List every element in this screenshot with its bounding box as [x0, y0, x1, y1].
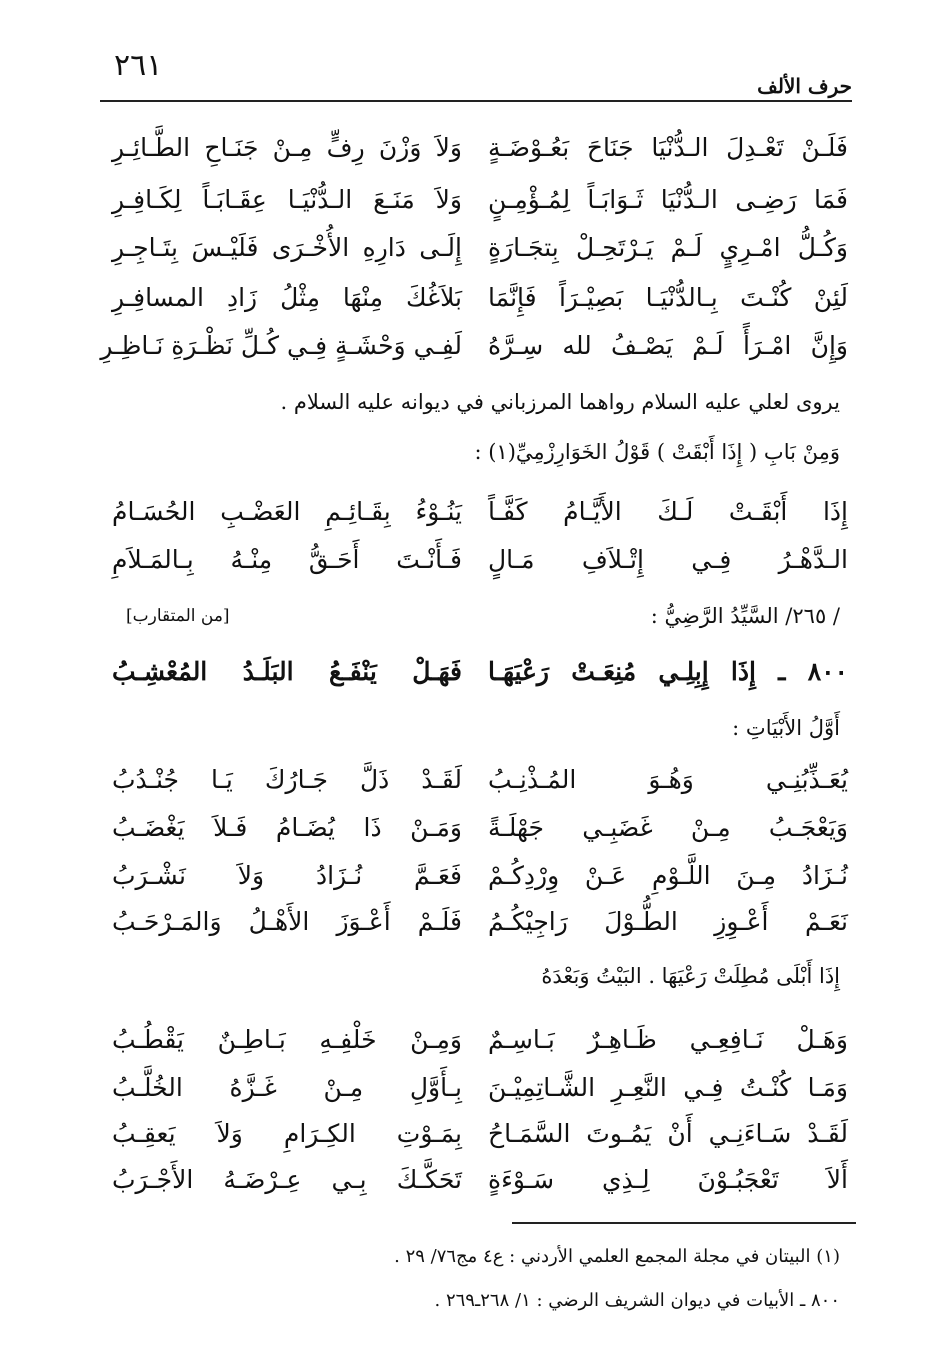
verse-second-hemistich: بِمَـوْتِ الكِـرَامِ وَلاَ يَعقِـبُ	[112, 1119, 462, 1148]
verse-first-hemistich: وَهَـلْ نَـافِعِـي ظَـاهِـرٌ بَـاسِـمٌ	[488, 1025, 848, 1054]
verse-second-hemistich: بِـأَوَّلِ مِـنْ غَـزَّهُ الخُلَّـبُ	[112, 1073, 462, 1102]
verse-first-hemistich: أَلاَ تَعْجَبُـوْنَ لِـذِي سَـوْءَةٍ	[488, 1165, 848, 1194]
verse-first-hemistich: إِذَا أَبْقَـتْ لَـكَ الأَيَّـامُ كَفَّـاً	[488, 497, 848, 526]
section-intro: أَوَّلُ الأَبْيَاتِ :	[732, 716, 840, 740]
verse-first-hemistich: يُعَـذِّبُنِـي وَهُـوَ المُـذْنِـبُ	[488, 765, 848, 794]
footnote-divider	[512, 1222, 856, 1224]
verse-couplet	[112, 854, 848, 898]
verse-couplet	[112, 1066, 848, 1110]
verse-second-hemistich: وَلاَ وَزْنَ رِفٍّ مِـنْ جَنَـاحِ الطَّـائِـرِ	[112, 133, 462, 162]
verse-couplet	[112, 1112, 848, 1156]
verse-couplet	[112, 538, 848, 582]
verse-first-hemistich: وَمَـا كُنْـتُ فِـي النَّعِـرِ الشَّـاتِمِيْـنَ	[488, 1073, 848, 1102]
header-divider	[100, 100, 852, 102]
verse-first-hemistich: ٨٠٠ ـ إِذَا إِبِلِـي مُنِعَـتْ رَعْيَهَـا	[488, 657, 848, 686]
verse-couplet	[112, 806, 848, 850]
verse-first-hemistich: وَإِنَّ امْـرَأً لَـمْ يَصْـفُ لله سِـرَّهُ	[488, 331, 848, 360]
verse-second-hemistich: فَـأَنْـتَ أَحَـقُّ مِنْـهُ بِـالمَـلاَمِ	[112, 545, 462, 574]
verse-first-hemistich: فَمَا رَضِـى الـدُّنْيَا ثَـوَابَـاً لِمُـؤْمِـنٍ	[488, 185, 848, 214]
verse-second-hemistich: فَعَـمَّ نُـزَادُ وَلاَ نَشْـرَبُ	[112, 861, 462, 890]
verse-second-hemistich: إِلَـى دَارِهِ الأُخْـرَى فَلَيْـسَ بِتَـاجِـرِ	[112, 233, 462, 262]
verse-couplet	[112, 1158, 848, 1202]
verse-couplet	[112, 900, 848, 944]
verse-first-hemistich: وَكُـلُّ امْـرِيٍ لَـمْ يَـرْتَحِـلْ بِتجَـارَةٍ	[488, 233, 848, 262]
verse-couplet	[112, 758, 848, 802]
verse-couplet	[112, 178, 848, 222]
verse-first-hemistich: لَقَـدْ سَـاءَنِـي أَنْ يَمُـوتَ السَّمَـاحُ	[488, 1119, 848, 1148]
verse-second-hemistich: بَلاَغُكَ مِنْهَا مِثْلُ زَادِ المسافِـرِ	[112, 283, 462, 312]
verse-couplet	[112, 126, 848, 170]
verse-couplet	[100, 324, 848, 368]
verse-couplet	[112, 276, 848, 320]
verse-second-hemistich: تَحَكَّـكَ بِـي عِـرْضَـهُ الأَجْـرَبُ	[112, 1165, 462, 1194]
verse-second-hemistich: يَنُـوْءُ بِقَـائِـمِ العَضْـبِ الحُسَـامُ	[112, 497, 462, 526]
verse-couplet-800	[112, 650, 848, 694]
verse-first-hemistich: فَلَـنْ تَعْـدِلَ الـدُّنْيَا جَنَاحَ بَعُـوْضَـةٍ	[488, 133, 848, 162]
page-number: ٢٦١	[114, 48, 163, 83]
verse-couplet	[112, 490, 848, 534]
verse-second-hemistich: فَلَـمْ أَعْـوَزَ الأَهْـلُ وَالمَـرْحَـبُ	[112, 907, 462, 936]
verse-first-hemistich: نُـزَادُ مِـنَ اللَّـوْمِ عَـنْ وِرْدِكُـمْ	[488, 861, 848, 890]
section-intro: وَمِنْ بَابِ ( إِذَا أَبْقَتْ ) قَوْلُ الخَوَارِزْمِيِّ(١) :	[474, 440, 840, 464]
verse-couplet	[112, 226, 848, 270]
verse-second-hemistich: وَلاَ مَنَـعَ الـدُّنْيَـا عِقَـابَـاً لِكَـافِـرِ	[112, 185, 462, 214]
footnote: (١) البيتان في مجلة المجمع العلمي الأردني : ع٤ مج٧٦/ ٢٩ .	[394, 1246, 840, 1267]
verse-second-hemistich: لَقَـدْ ذَلَّ جَـارُكَ يَـا جُنْـدُبُ	[112, 765, 462, 794]
verse-first-hemistich: الـدَّهْـرُ فِـي إِتْـلاَفِ مَـالٍ	[488, 545, 848, 574]
meter-label: [من المتقارب]	[126, 606, 230, 626]
verse-first-hemistich: وَيَعْجَـبُ مِـنْ غَضَبِـي جَهْلَـةً	[488, 813, 848, 842]
attribution-note: يروى لعلي عليه السلام رواهما المرزباني في ديوانه عليه السلام .	[280, 390, 840, 414]
verse-second-hemistich: وَمِـنْ خَلْفِـهِ بَـاطِـنٌ يَقْطُـبُ	[112, 1025, 462, 1054]
verse-second-hemistich: لَفِـي وَحْشَـةٍ فِـي كُـلِّ نَظْـرَةِ نَـاظِـرِ	[100, 331, 462, 360]
chapter-title: حرف الألف	[757, 74, 852, 98]
section-heading: / ٢٦٥/ السَّيِّدُ الرَّضِيُّ :	[650, 604, 840, 628]
footnote: ٨٠٠ ـ الأبيات في ديوان الشريف الرضي : ١/ ٢٦٨ـ٢٦٩ .	[434, 1290, 840, 1311]
verse-second-hemistich: وَمَـنْ ذَا يُضَـامُ فَـلاَ يَغْضَـبُ	[112, 813, 462, 842]
verse-first-hemistich: نَعَـمْ أَعْـوِزِ الطُّـوْلَ رَاجِيْكُـمُ	[488, 907, 848, 936]
section-intro: إِذَا أَبْلَى مُطِلَتْ رَعْيَهَا . البَيْتُ وَبَعْدَهُ	[541, 964, 840, 988]
verse-second-hemistich: فَهَـلْ يَنْفَـعُ البَلَـدُ المُعْشِـبُ	[112, 657, 462, 686]
verse-first-hemistich: لَئِنْ كُنْـتَ بِـالدُّنْيَـا بَصِيْـرَاً فَإِنَّمَا	[488, 283, 848, 312]
verse-couplet	[112, 1018, 848, 1062]
page-header	[100, 40, 852, 98]
